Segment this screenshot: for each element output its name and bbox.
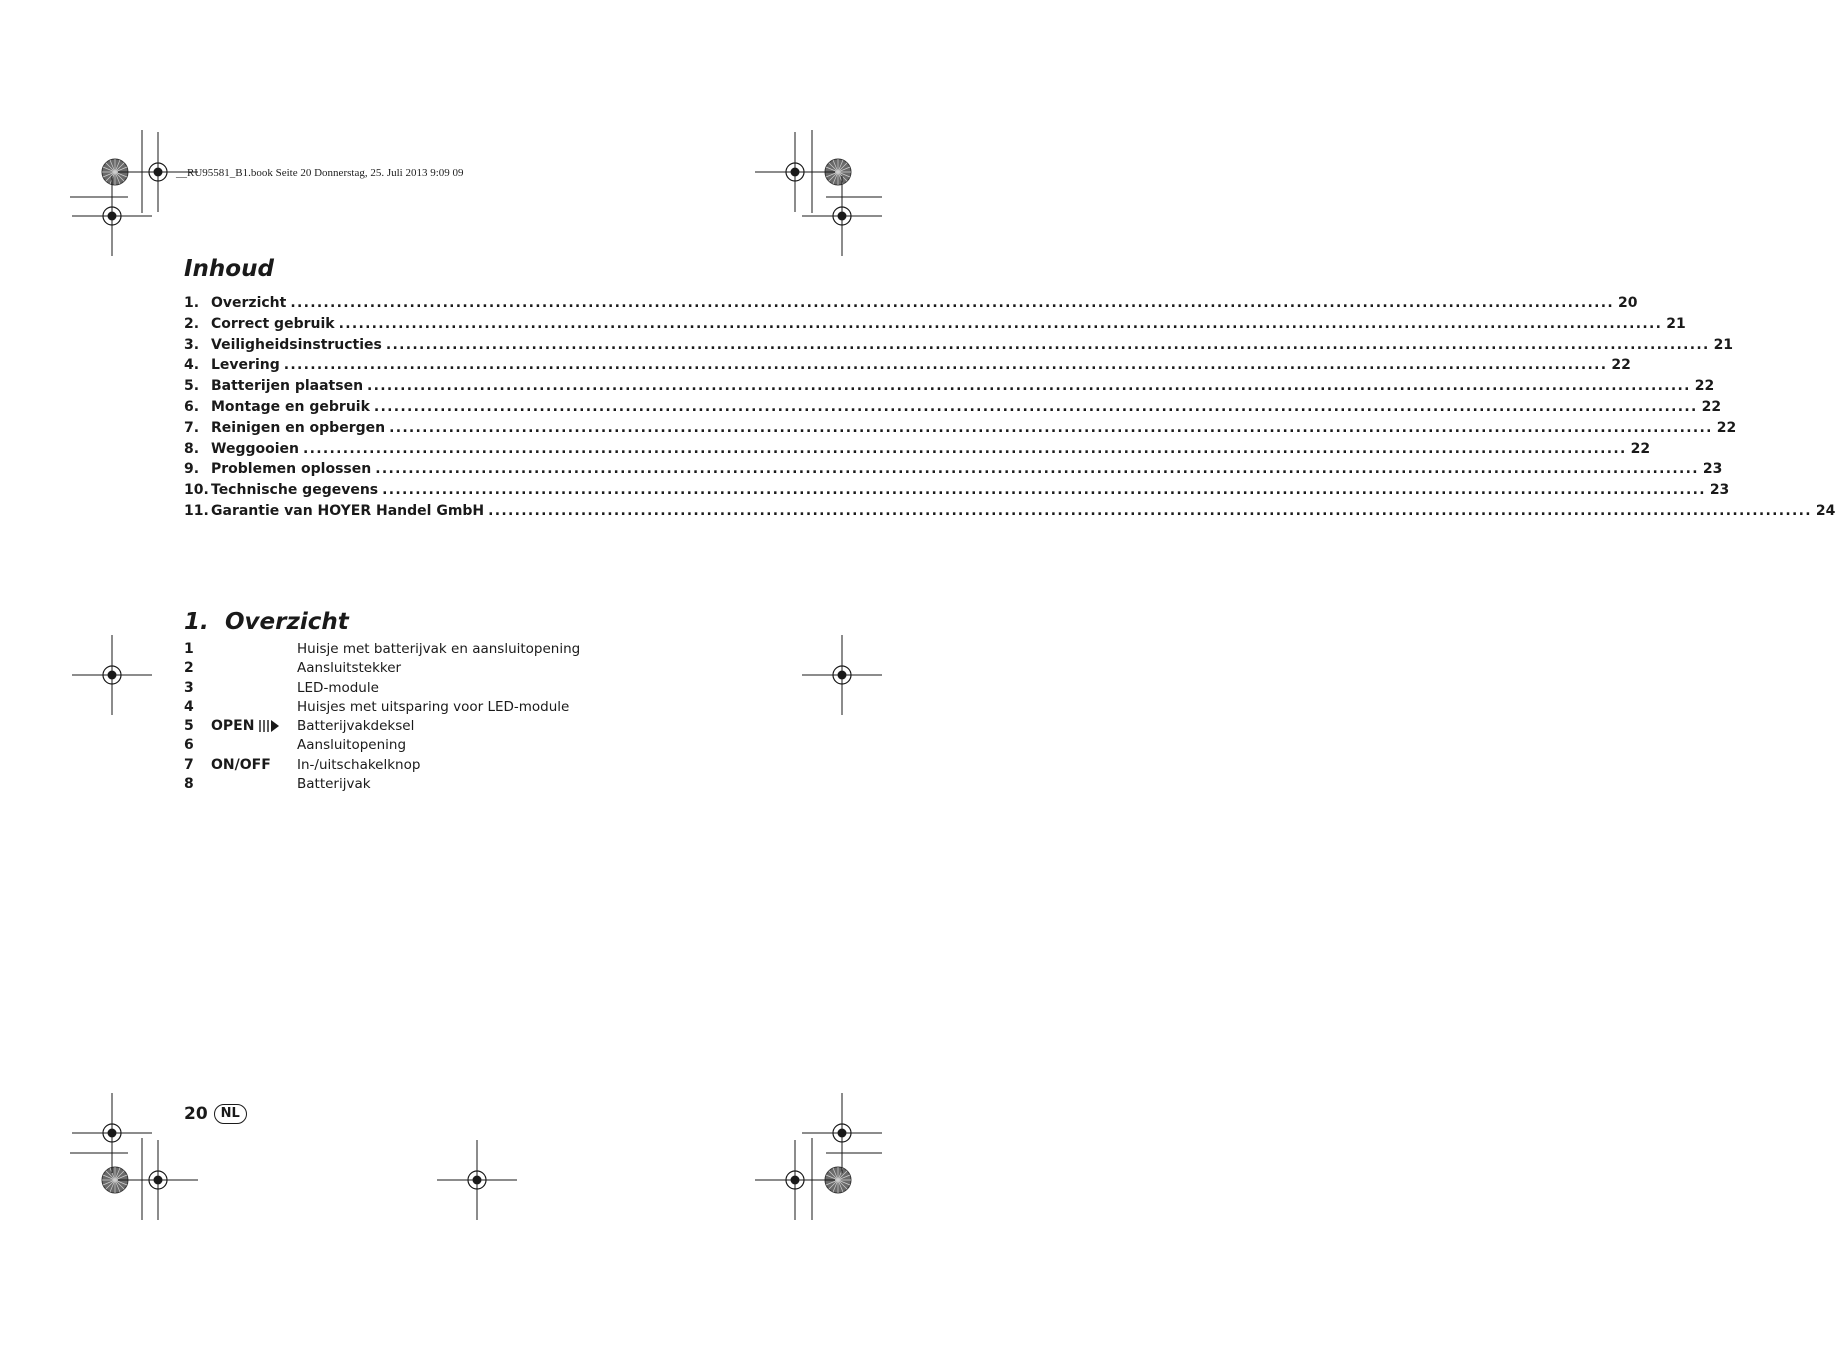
registration-target-icon [72, 176, 152, 256]
toc-entry-number: 2. [184, 315, 200, 332]
toc-entry[interactable] [184, 378, 1715, 399]
part-item [184, 737, 744, 756]
toc-entry-number: 9. [184, 461, 200, 478]
part-label [211, 757, 297, 773]
toc-entry[interactable] [184, 315, 1686, 337]
toc-entry[interactable] [184, 461, 1723, 482]
part-item [184, 699, 744, 718]
toc-entry-number: 4. [184, 357, 200, 374]
part-number: 5 [184, 718, 194, 735]
registration-target-icon [755, 132, 835, 212]
registration-target-icon [118, 1140, 198, 1220]
part-item [184, 660, 744, 679]
open-arrow-icon [258, 719, 280, 733]
part-number: 8 [184, 776, 194, 793]
part-item [184, 757, 744, 776]
toc-entry[interactable] [184, 336, 1734, 358]
toc-leader-dots: ........................................................................................................................................................................................................ [290, 295, 1615, 311]
toc-entry-number: 10. [184, 482, 209, 499]
toc-entry-page: 22 [1716, 419, 1737, 436]
section-title [184, 609, 349, 635]
toc-entry-page: 21 [1666, 315, 1686, 332]
page-footer [184, 1104, 247, 1124]
toc-entry-page: 20 [1618, 295, 1638, 311]
toc-entry-title: Weggooien [211, 440, 299, 457]
toc-entry-page: 23 [1702, 461, 1723, 478]
toc-entry-title: Correct gebruik [211, 315, 335, 332]
language-badge: NL [214, 1104, 247, 1124]
part-number: 6 [184, 737, 194, 754]
part-label-text: ON/OFF [211, 756, 271, 773]
toc-entry[interactable] [184, 357, 1631, 378]
toc-entry[interactable] [184, 482, 1730, 503]
part-item [184, 641, 744, 660]
toc-entry[interactable] [184, 502, 1835, 524]
toc-leader-dots: ........................................................................................................................................................................................................ [382, 482, 1706, 499]
registration-target-icon [72, 635, 152, 715]
part-description: Huisjes met uitsparing voor LED-module [297, 698, 570, 715]
toc-title: Inhoud [184, 256, 274, 282]
toc-entry-title: Overzicht [211, 295, 287, 311]
page-number: 20 [184, 1104, 208, 1124]
part-description: Huisje met batterijvak en aansluitopening [297, 641, 581, 657]
part-number: 4 [184, 698, 194, 715]
part-description: Aansluitopening [297, 737, 407, 754]
part-item [184, 718, 744, 737]
toc-entry-number: 7. [184, 419, 200, 436]
toc-entry-page: 21 [1713, 336, 1734, 353]
toc-leader-dots: ........................................................................................................................................................................................................ [302, 440, 1627, 457]
toc-entry-title: Veiligheidsinstructies [211, 336, 382, 353]
toc-leader-dots: ........................................................................................................................................................................................................ [373, 398, 1698, 415]
registration-target-icon [802, 635, 882, 715]
toc-entry-number: 11. [184, 502, 209, 519]
part-label-text: OPEN [211, 718, 255, 735]
toc-entry-title: Reinigen en opbergen [211, 419, 386, 436]
registration-target-icon [755, 1140, 835, 1220]
part-description: Batterijvakdeksel [297, 718, 415, 735]
toc-entry-page: 22 [1694, 378, 1715, 395]
toc-entry-number: 6. [184, 398, 200, 415]
part-description: LED-module [297, 679, 379, 696]
toc-entry-title: Levering [211, 357, 280, 374]
toc-leader-dots: ........................................................................................................................................................................................................ [367, 378, 1691, 395]
part-description: In-/uitschakelknop [297, 756, 421, 773]
part-description: Batterijvak [297, 776, 371, 793]
toc-entry-number: 5. [184, 378, 200, 395]
section-number: 1. [184, 609, 209, 635]
part-number: 2 [184, 660, 194, 677]
toc-leader-dots: ........................................................................................................................................................................................................ [385, 336, 1710, 353]
registration-target-icon [802, 1093, 882, 1173]
section-title-text: Overzicht [225, 609, 349, 635]
toc-entry-title: Batterijen plaatsen [211, 378, 364, 395]
toc-entry-number: 3. [184, 336, 200, 353]
part-number: 1 [184, 641, 194, 657]
part-number: 7 [184, 756, 194, 773]
toc-leader-dots: ........................................................................................................................................................................................................ [338, 315, 1663, 332]
toc-entry-title: Technische gegevens [211, 482, 379, 499]
toc-leader-dots: ........................................................................................................................................................................................................ [375, 461, 1699, 478]
toc-entry[interactable] [184, 398, 1722, 420]
parts-list [184, 641, 744, 795]
toc-entry-page: 23 [1709, 482, 1730, 499]
toc-entry-page: 22 [1701, 398, 1722, 415]
print-header: __RU95581_B1.book Seite 20 Donnerstag, 25. Juli 2013 9:09 09 [176, 167, 464, 179]
registration-target-icon [72, 1093, 152, 1173]
toc-entry-number: 1. [184, 295, 200, 311]
table-of-contents [184, 295, 1835, 524]
registration-target-icon [802, 176, 882, 256]
toc-leader-dots: ........................................................................................................................................................................................................ [283, 357, 1608, 374]
part-item [184, 776, 744, 795]
toc-entry-page: 22 [1611, 357, 1631, 374]
toc-entry[interactable] [184, 440, 1651, 462]
toc-entry[interactable] [184, 419, 1737, 441]
toc-entry-page: 22 [1630, 440, 1651, 457]
toc-entry[interactable] [184, 295, 1638, 316]
part-item [184, 680, 744, 699]
toc-entry-title: Problemen oplossen [211, 461, 372, 478]
toc-entry-title: Garantie van HOYER Handel GmbH [211, 502, 485, 519]
part-label [211, 718, 297, 734]
toc-leader-dots: ........................................................................................................................................................................................................ [488, 502, 1812, 519]
toc-entry-page: 24 [1815, 502, 1835, 519]
toc-leader-dots: ........................................................................................................................................................................................................ [389, 419, 1713, 436]
toc-entry-title: Montage en gebruik [211, 398, 370, 415]
toc-entry-number: 8. [184, 440, 200, 457]
part-number: 3 [184, 679, 194, 696]
registration-target-icon [437, 1140, 517, 1220]
part-description: Aansluitstekker [297, 660, 402, 677]
